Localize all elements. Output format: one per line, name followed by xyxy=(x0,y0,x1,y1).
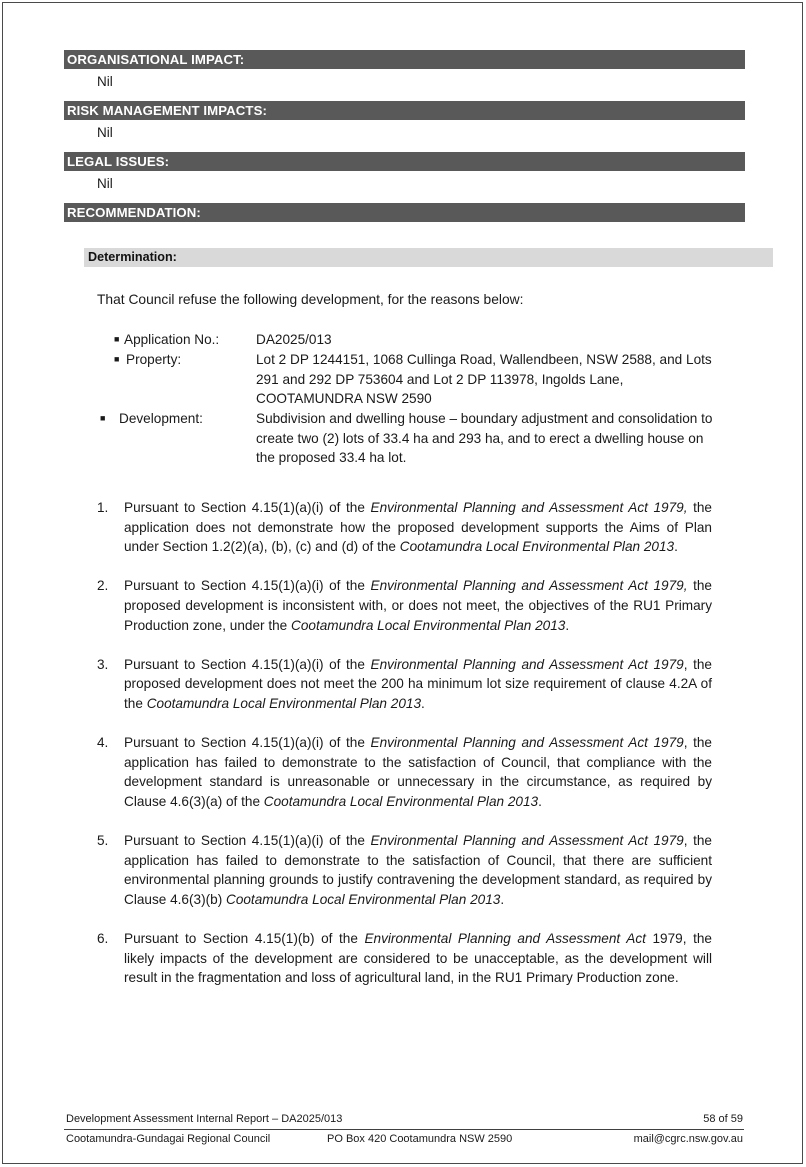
reason-item xyxy=(97,655,712,714)
detail-value: Subdivision and dwelling house – boundary adjustment and consolidation to create two (2) lots of 33.4 ha and 293 ha, and to erect a dwelling house on the proposed 33.4 ha lot. xyxy=(256,411,713,466)
reason-item xyxy=(97,831,712,909)
footer-report-title: Development Assessment Internal Report – DA2025/013 xyxy=(66,1113,343,1125)
reason-item xyxy=(97,498,712,557)
footer-contact-line xyxy=(66,1132,743,1146)
reason-number: 3. xyxy=(97,656,109,672)
reason-text: Pursuant to Section 4.15(1)(a)(i) of the Environmental Planning and Assessment Act 1979, the proposed development is inconsistent with, or does not meet, the objectives of the RU1 Primary Production zone, under the Cootamundra Local Environmental Plan 2013. xyxy=(124,578,712,633)
determination-heading: Determination: xyxy=(84,248,773,267)
footer-report-line xyxy=(66,1112,743,1126)
section-value-legal-issues: Nil xyxy=(97,176,113,191)
detail-label: Development: xyxy=(119,411,203,426)
reason-number: 6. xyxy=(97,931,109,947)
reason-item xyxy=(97,733,712,811)
section-heading-risk-management: RISK MANAGEMENT IMPACTS: xyxy=(64,101,745,120)
reason-number: 4. xyxy=(97,735,109,751)
detail-label: Property: xyxy=(126,352,182,367)
section-heading-recommendation: RECOMMENDATION: xyxy=(64,203,745,222)
section-value-risk-management: Nil xyxy=(97,125,113,140)
footer-page-number: 58 of 59 xyxy=(703,1113,743,1125)
footer-email-link[interactable]: mail@cgrc.nsw.gov.au xyxy=(633,1133,743,1145)
bullet-icon: ■ xyxy=(114,334,120,344)
detail-value: Lot 2 DP 1244151, 1068 Cullinga Road, Wallendbeen, NSW 2588, and Lots 291 and 292 DP 753604 and Lot 2 DP 113978, Ingolds Lane, COOTAMUNDRA NSW 2590 xyxy=(256,352,712,407)
reason-number: 2. xyxy=(97,578,109,594)
bullet-icon: ■ xyxy=(114,354,120,364)
reason-number: 1. xyxy=(97,500,109,515)
reason-item xyxy=(97,929,712,988)
section-value-organisational-impact: Nil xyxy=(97,74,113,89)
reason-number: 5. xyxy=(97,833,109,849)
detail-value: DA2025/013 xyxy=(256,332,332,347)
reason-text: Pursuant to Section 4.15(1)(a)(i) of the Environmental Planning and Assessment Act 1979, the application does not demonstrate how the proposed development supports the Aims of Plan under Section 1.2(2)(a), (b), (c) and (d) of the Cootamundra Local Environmental Plan 2013. xyxy=(124,500,712,555)
section-heading-legal-issues: LEGAL ISSUES: xyxy=(64,152,745,171)
reason-text: Pursuant to Section 4.15(1)(a)(i) of the Environmental Planning and Assessment Act 1979, the proposed development does not meet the 200 ha minimum lot size requirement of clause 4.2A of the Cootamundra Local Environmental Plan 2013. xyxy=(124,656,712,711)
footer-address: PO Box 420 Cootamundra NSW 2590 xyxy=(327,1133,513,1145)
detail-label: Application No.: xyxy=(124,332,220,347)
footer-divider xyxy=(64,1129,744,1130)
reason-text: Pursuant to Section 4.15(1)(a)(i) of the Environmental Planning and Assessment Act 1979, the application has failed to demonstrate to the satisfaction of Council, that compliance with the development standard is unreasonable or unnecessary in the circumstance, as required by Clause 4.6(3)(a) of the Cootamundra Local Environmental Plan 2013. xyxy=(124,735,712,809)
reason-text: Pursuant to Section 4.15(1)(a)(i) of the Environmental Planning and Assessment Act 1979, the application has failed to demonstrate to the satisfaction of Council, that there are sufficient environmental planning grounds to justify contravening the development standard, as required by Clause 4.6(3)(b) Cootamundra Local Environmental Plan 2013. xyxy=(124,833,712,907)
bullet-icon: ■ xyxy=(100,413,106,423)
reason-text: Pursuant to Section 4.15(1)(b) of the Environmental Planning and Assessment Act 1979, the likely impacts of the development are considered to be unacceptable, as the development will result in the fragmentation and loss of agricultural land, in the RU1 Primary Production zone. xyxy=(124,931,712,986)
reasons-list xyxy=(97,498,712,1007)
section-heading-organisational-impact: ORGANISATIONAL IMPACT: xyxy=(64,50,745,69)
determination-intro: That Council refuse the following development, for the reasons below: xyxy=(97,292,524,307)
footer-council-name: Cootamundra-Gundagai Regional Council xyxy=(66,1133,271,1145)
reason-item xyxy=(97,576,712,635)
